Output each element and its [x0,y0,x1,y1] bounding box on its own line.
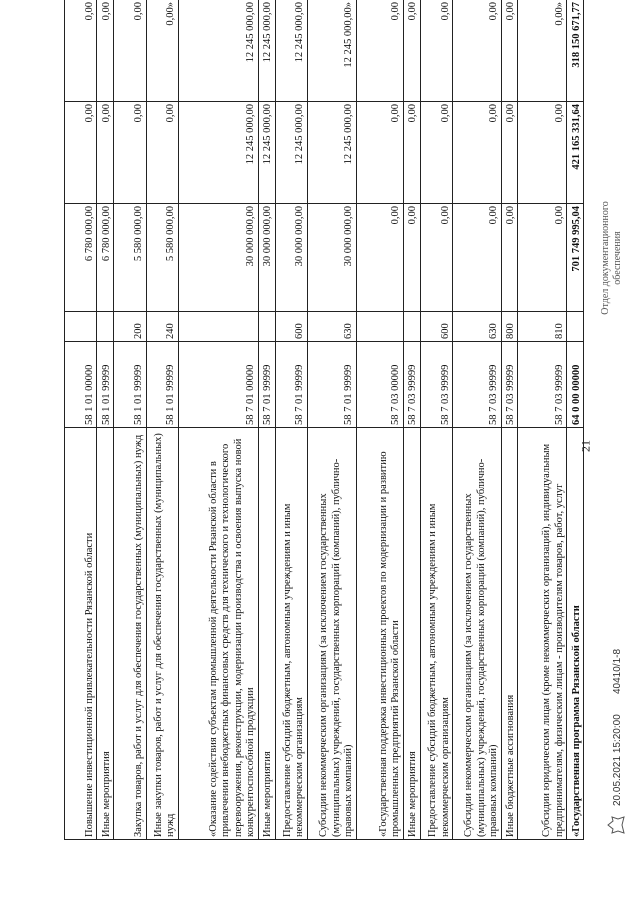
row-name-cell: Субсидии некоммерческим организациям (за исключением государственных (муниципальных) учреждений, государственных корпораций (компаний), публично-правовых компаний) [453,428,502,840]
row-code-cell: 58 1 01 99999 [146,342,178,428]
row-vr-cell [356,312,403,342]
row-plan-2021-cell: 5 580 000,00 [146,204,178,312]
row-plan-2021-cell: 30 000 000,00 [307,204,356,312]
table-row [518,0,567,840]
row-name-cell: «Оказание содействия субъектам промышленной деятельности Рязанской области в привлечении внебюджетных финансовых средств для технического и технологического перевооружения, реконструкции, модернизации производства и освоения выпуска новой конкурентоспособной продукции [178,428,258,840]
table-row [275,0,307,840]
row-plan-2023-cell: 12 245 000,00 [178,0,258,102]
row-plan-2022-cell: 0,00 [518,102,567,204]
row-plan-2023-cell: 0,00 [453,0,502,102]
row-code-cell: 58 7 03 99999 [403,342,420,428]
row-name-cell: Иные бюджетные ассигнования [501,428,518,840]
table-row [307,0,356,840]
row-plan-2022-cell: 0,00 [65,102,97,204]
row-vr-cell: 800 [501,312,518,342]
row-plan-2022-cell: 0,00 [453,102,502,204]
row-vr-cell: 600 [275,312,307,342]
row-plan-2021-cell: 0,00 [501,204,518,312]
table-row [453,0,502,840]
page-number: 21 [578,440,593,452]
row-code-cell: 64 0 00 00000 [567,342,584,428]
row-code-cell: 58 7 03 99999 [501,342,518,428]
row-plan-2023-cell: 0,00 [420,0,452,102]
row-name-cell: Субсидии юридическим лицам (кроме некоммерческих организаций), индивидуальным предпринимателям, физическим лицам - производителям товаров, работ, услуг [518,428,567,840]
row-name-cell: Иные мероприятия [258,428,275,840]
footer [594,0,640,840]
row-vr-cell [65,312,97,342]
row-plan-2023-cell: 0,00 [356,0,403,102]
row-name-cell: Иные мероприятия [403,428,420,840]
row-vr-cell [258,312,275,342]
row-vr-cell [567,312,584,342]
row-name-cell: Предоставление субсидий бюджетным, автономным учреждениям и иным некоммерческим организациям [275,428,307,840]
row-vr-cell [97,312,114,342]
row-code-cell: 58 1 01 00000 [65,342,97,428]
row-vr-cell [178,312,258,342]
row-plan-2022-cell: 0,00 [97,102,114,204]
row-plan-2023-cell: 12 245 000,00 [275,0,307,102]
row-plan-2021-cell: 30 000 000,00 [258,204,275,312]
row-plan-2022-cell: 12 245 000,00 [275,102,307,204]
row-plan-2022-cell: 0,00 [420,102,452,204]
table-row [501,0,518,840]
row-plan-2022-cell: 421 165 331,64 [567,102,584,204]
row-vr-cell: 600 [420,312,452,342]
table-row [403,0,420,840]
row-plan-2023-cell: 12 245 000,00 [258,0,275,102]
row-plan-2022-cell: 0,00 [146,102,178,204]
row-plan-2021-cell: 6 780 000,00 [97,204,114,312]
row-plan-2021-cell: 30 000 000,00 [178,204,258,312]
row-code-cell: 58 7 01 99999 [307,342,356,428]
row-plan-2023-cell: 318 150 671,77 [567,0,584,102]
row-vr-cell: 630 [453,312,502,342]
row-name-cell: «Государственная поддержка инвестиционных проектов по модернизации и развитию промышленных предприятий Рязанской области [356,428,403,840]
row-name-cell: Закупка товаров, работ и услуг для обеспечения государственных (муниципальных) нужд [114,428,146,840]
row-name-cell: Предоставление субсидий бюджетным, автономным учреждениям и иным некоммерческим организациям [420,428,452,840]
row-name-cell: Иные мероприятия [97,428,114,840]
row-plan-2021-cell: 0,00 [518,204,567,312]
table-row [356,0,403,840]
row-plan-2022-cell: 12 245 000,00 [307,102,356,204]
table-row [420,0,452,840]
row-plan-2021-cell: 0,00 [356,204,403,312]
row-code-cell: 58 7 03 99999 [420,342,452,428]
row-plan-2023-cell: 0,00 [403,0,420,102]
row-plan-2023-cell: 0,00» [518,0,567,102]
row-code-cell: 58 1 01 99999 [114,342,146,428]
budget-table-body [65,0,584,840]
budget-table [64,0,584,840]
row-plan-2023-cell: 0,00 [65,0,97,102]
table-row [258,0,275,840]
row-vr-cell: 630 [307,312,356,342]
print-timestamp: 20.05.2021 15:20:00 [612,714,623,806]
row-plan-2022-cell: 0,00 [403,102,420,204]
table-row [65,0,97,840]
row-plan-2023-cell: 0,00 [97,0,114,102]
row-plan-2022-cell: 0,00 [501,102,518,204]
row-plan-2021-cell: 0,00 [453,204,502,312]
row-vr-cell: 810 [518,312,567,342]
row-vr-cell [403,312,420,342]
row-plan-2021-cell: 0,00 [403,204,420,312]
row-code-cell: 58 7 03 99999 [518,342,567,428]
row-plan-2021-cell: 6 780 000,00 [65,204,97,312]
table-row [114,0,146,840]
table-row [146,0,178,840]
row-code-cell: 58 7 01 99999 [275,342,307,428]
row-code-cell: 58 7 01 00000 [178,342,258,428]
table-row [97,0,114,840]
table-total-row [567,0,584,840]
row-plan-2021-cell: 5 580 000,00 [114,204,146,312]
row-plan-2022-cell: 12 245 000,00 [258,102,275,204]
row-plan-2022-cell: 0,00 [356,102,403,204]
row-vr-cell: 240 [146,312,178,342]
row-code-cell: 58 7 01 99999 [258,342,275,428]
row-code-cell: 58 1 01 99999 [97,342,114,428]
row-plan-2022-cell: 12 245 000,00 [178,102,258,204]
row-vr-cell: 200 [114,312,146,342]
table-row [178,0,258,840]
emblem-icon [606,814,628,836]
rotated-page [64,0,623,840]
row-plan-2023-cell: 12 245 000,00» [307,0,356,102]
department-stamp: Отдел документационного обеспечения [600,201,623,315]
row-plan-2023-cell: 0,00 [501,0,518,102]
row-plan-2023-cell: 0,00 [114,0,146,102]
row-plan-2021-cell: 30 000 000,00 [275,204,307,312]
row-plan-2021-cell: 0,00 [420,204,452,312]
document-id: 40410/1-8 [612,648,623,694]
row-name-cell: Повышение инвестиционной привлекательности Рязанской области [65,428,97,840]
row-code-cell: 58 7 03 00000 [356,342,403,428]
row-name-cell: «Государственная программа Рязанской области [567,428,584,840]
row-name-cell: Иные закупки товаров, работ и услуг для обеспечения государственных (муниципальных) нужд [146,428,178,840]
row-plan-2022-cell: 0,00 [114,102,146,204]
row-code-cell: 58 7 03 99999 [453,342,502,428]
row-plan-2021-cell: 701 749 995,04 [567,204,584,312]
row-name-cell: Субсидии некоммерческим организациям (за исключением государственных (муниципальных) учреждений, государственных корпораций (компаний), публично-правовых компаний) [307,428,356,840]
row-plan-2023-cell: 0,00» [146,0,178,102]
